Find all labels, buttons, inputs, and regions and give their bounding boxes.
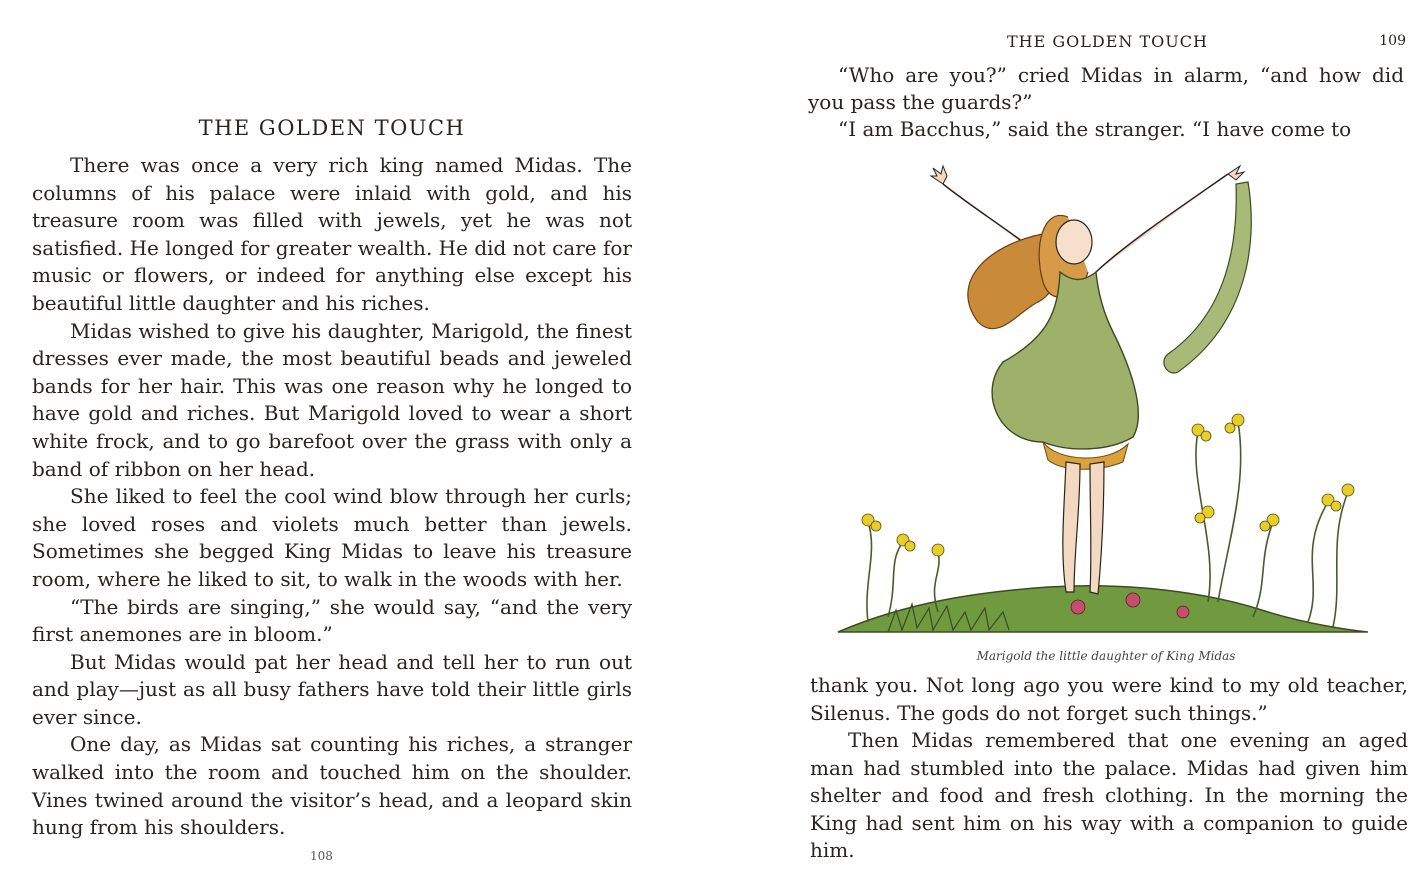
paragraph: Then Midas remembered that one evening an aged man had stumbled into the palace. Midas had given him shelter and food and fresh clothing. In the morning the King had sent him on his way with a companion to guide him. xyxy=(810,728,1408,862)
girl-figure xyxy=(931,166,1251,594)
paragraph: “I am Bacchus,” said the stranger. “I have come to xyxy=(838,117,1352,141)
illustration-caption: Marigold the little daughter of King Midas xyxy=(976,649,1236,663)
paragraph: Midas wished to give his daughter, Marigold, the finest dresses ever made, the most beautiful beads and jeweled bands for her hair. This was one reason why he longed to have gold and riches. But Marigold loved to wear a short white frock, and to go barefoot over the grass with only a band of ribbon on her head. xyxy=(32,318,632,481)
paragraph: “Who are you?” cried Midas in alarm, “and how did you pass the guards?” xyxy=(808,63,1404,114)
grass-mound xyxy=(838,586,1368,632)
paragraph: But Midas would pat her head and tell her to run out and play—just as all busy fathers have told their little girls ever since. xyxy=(32,649,632,729)
running-head: THE GOLDEN TOUCH xyxy=(1007,32,1208,51)
right-page xyxy=(712,0,1424,884)
right-top-text xyxy=(808,62,1404,143)
page-number: 108 xyxy=(310,849,333,863)
paragraph: One day, as Midas sat counting his riches, a stranger walked into the room and touched him on the shoulder. Vines twined around the visitor’s head, and a leopard skin hung from his shoulders. xyxy=(32,732,632,840)
paragraph: thank you. Not long ago you were kind to my old teacher, Silenus. The gods do not forget such things.” xyxy=(810,673,1408,725)
paragraph: “The birds are singing,” she would say, “and the very first anemones are in bloom.” xyxy=(32,594,632,647)
left-body-text xyxy=(32,152,632,842)
marigold-illustration xyxy=(828,162,1374,642)
chapter-title: THE GOLDEN TOUCH xyxy=(198,116,466,140)
page-number: 109 xyxy=(1379,33,1406,49)
paragraph: She liked to feel the cool wind blow through her curls; she loved roses and violets much better than jewels. Sometimes she begged King Midas to leave his treasure room, where he liked to sit, to walk in the woods with her. xyxy=(32,484,632,591)
right-bottom-text xyxy=(810,672,1408,865)
paragraph: There was once a very rich king named Midas. The columns of his palace were inlaid with gold, and his treasure room was filled with jewels, yet he was not satisfied. He longed for greater wealth. He did not care for music or flowers, or indeed for anything else except his beautiful little daughter and his riches. xyxy=(32,153,632,315)
